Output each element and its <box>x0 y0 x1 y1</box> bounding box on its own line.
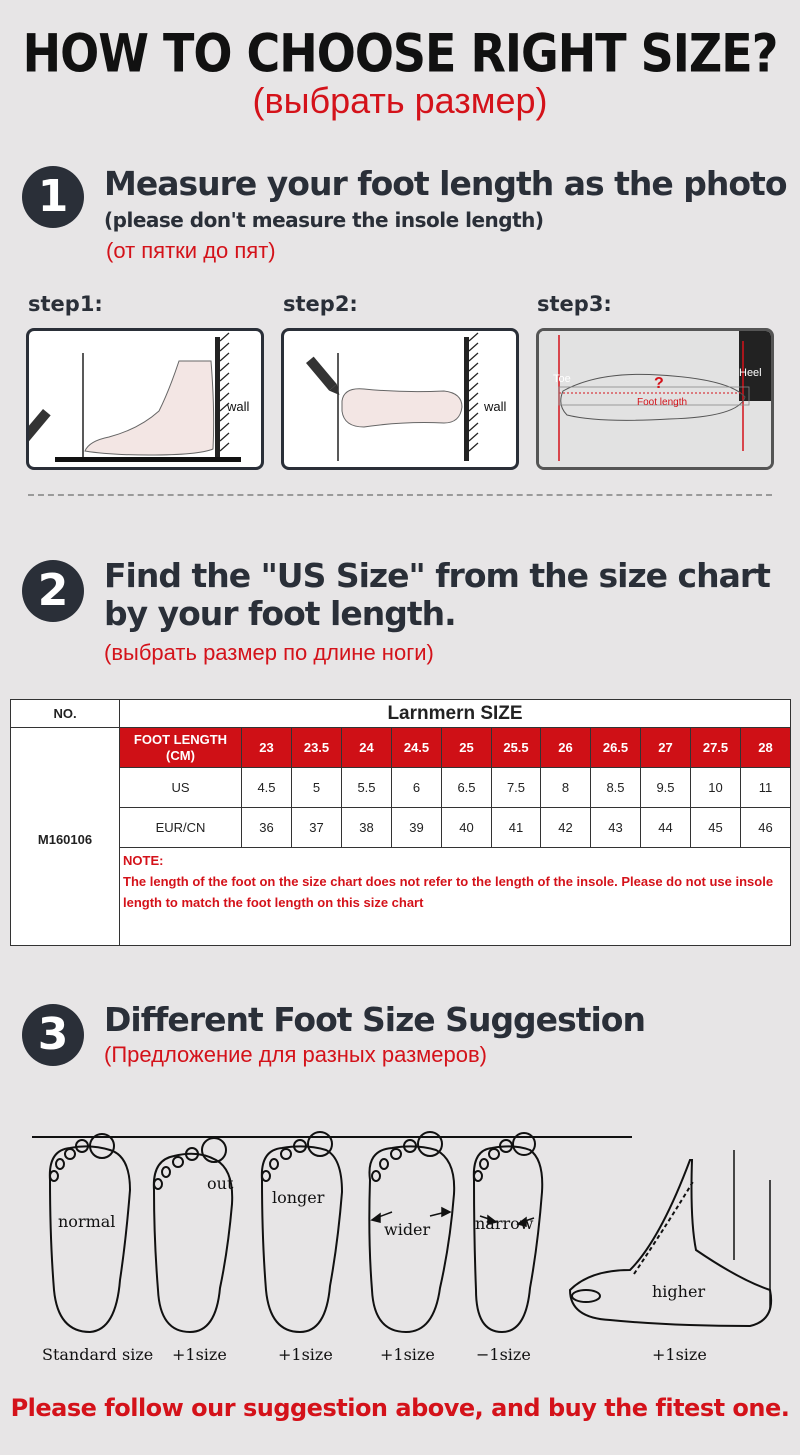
size-suggestion-narrow: −1size <box>476 1345 531 1364</box>
foot-length-cell: 23.5 <box>292 728 342 768</box>
note-cell <box>120 848 791 946</box>
foot-label-normal: normal <box>58 1212 116 1231</box>
size-suggestion-standard: Standard size <box>42 1345 154 1364</box>
note-row <box>11 848 791 946</box>
eur-size-row <box>11 808 791 848</box>
us-size-cell: 9.5 <box>641 768 691 808</box>
size-suggestion-higher: +1size <box>652 1345 707 1364</box>
section3-title: Different Foot Size Suggestion <box>104 1000 645 1039</box>
model-number: M160106 <box>11 728 120 946</box>
us-size-cell: 8 <box>541 768 591 808</box>
us-size-cell: 4.5 <box>242 768 292 808</box>
eur-size-cell: 38 <box>342 808 392 848</box>
foot-label-longer: longer <box>272 1188 325 1207</box>
eur-size-cell: 42 <box>541 808 591 848</box>
size-suggestion-longer: +1size <box>278 1345 333 1364</box>
question-mark: ? <box>654 375 664 392</box>
wall-label: wall <box>227 399 250 414</box>
size-suggestion-wider: +1size <box>380 1345 435 1364</box>
heel-label: Heel <box>739 367 762 379</box>
section3-ru-text: (Предложение для разных размеров) <box>104 1042 488 1067</box>
foot-length-cell: 24.5 <box>392 728 442 768</box>
step-number-badge: 1 <box>22 166 84 228</box>
step2-illustration <box>281 328 519 470</box>
us-size-cell: 6 <box>392 768 442 808</box>
foot-length-cell: 27.5 <box>691 728 741 768</box>
foot-length-cell: 27 <box>641 728 691 768</box>
us-size-row <box>11 768 791 808</box>
us-label: US <box>120 768 242 808</box>
eur-size-cell: 39 <box>392 808 442 848</box>
foot-length-cell: 23 <box>242 728 292 768</box>
eur-size-cell: 36 <box>242 808 292 848</box>
foot-length-row <box>11 728 791 768</box>
eur-size-cell: 40 <box>442 808 492 848</box>
note-title: NOTE: <box>123 853 164 868</box>
us-size-cell: 7.5 <box>492 768 541 808</box>
foot-label-higher: higher <box>652 1282 706 1301</box>
step3-label: step3: <box>537 292 612 316</box>
section2-title-line2: by your foot length. <box>104 594 456 633</box>
us-size-cell: 10 <box>691 768 741 808</box>
wall-label: wall <box>484 399 507 414</box>
eur-size-cell: 41 <box>492 808 541 848</box>
no-header: NO. <box>11 700 120 728</box>
foot-label-narrow: narrow <box>475 1214 534 1233</box>
section1-ru-text: (от пятки до пят) <box>106 238 276 263</box>
foot-length-cell: 28 <box>741 728 791 768</box>
footer-advice: Please follow our suggestion above, and buy the fitest one. <box>10 1394 790 1422</box>
foot-label-out: out <box>207 1174 234 1193</box>
foot-length-label: FOOT LENGTH (CM) <box>120 728 242 768</box>
section2-title-line1: Find the "US Size" from the size chart <box>104 556 770 595</box>
section2-ru-text: (выбрать размер по длине ноги) <box>104 640 434 665</box>
step3-illustration <box>536 328 774 470</box>
eur-size-cell: 46 <box>741 808 791 848</box>
section1-subtitle: (please don't measure the insole length) <box>104 208 544 232</box>
page-subtitle: (выбрать размер) <box>252 80 548 121</box>
step1-label: step1: <box>28 292 103 316</box>
size-chart-table <box>10 699 791 946</box>
us-size-cell: 11 <box>741 768 791 808</box>
eur-label: EUR/CN <box>120 808 242 848</box>
foot-length-cell: 25 <box>442 728 492 768</box>
us-size-cell: 8.5 <box>591 768 641 808</box>
table-header-row <box>11 700 791 728</box>
foot-top-measure-icon <box>284 331 516 467</box>
eur-size-cell: 45 <box>691 808 741 848</box>
section1-title: Measure your foot length as the photo <box>104 164 787 203</box>
note-text: The length of the foot on the size chart does not refer to the length of the insole. Please do not use insole length to match the foot length on this size chart <box>123 874 774 910</box>
page-title: HOW TO CHOOSE RIGHT SIZE? <box>22 22 778 85</box>
size-suggestion-out: +1size <box>172 1345 227 1364</box>
step-number-badge: 2 <box>22 560 84 622</box>
foot-length-cell: 25.5 <box>492 728 541 768</box>
eur-size-cell: 44 <box>641 808 691 848</box>
eur-size-cell: 43 <box>591 808 641 848</box>
us-size-cell: 6.5 <box>442 768 492 808</box>
toe-label: Toe <box>553 373 571 385</box>
us-size-cell: 5 <box>292 768 342 808</box>
foot-length-cell: 26 <box>541 728 591 768</box>
step-number-badge: 3 <box>22 1004 84 1066</box>
foot-label-wider: wider <box>384 1220 431 1239</box>
foot-length-label: Foot length <box>637 397 688 408</box>
section-divider <box>28 494 772 496</box>
step2-label: step2: <box>283 292 358 316</box>
foot-length-cell: 24 <box>342 728 392 768</box>
us-size-cell: 5.5 <box>342 768 392 808</box>
foot-length-cell: 26.5 <box>591 728 641 768</box>
step1-illustration <box>26 328 264 470</box>
eur-size-cell: 37 <box>292 808 342 848</box>
brand-size-header: Larnmern SIZE <box>120 700 791 728</box>
